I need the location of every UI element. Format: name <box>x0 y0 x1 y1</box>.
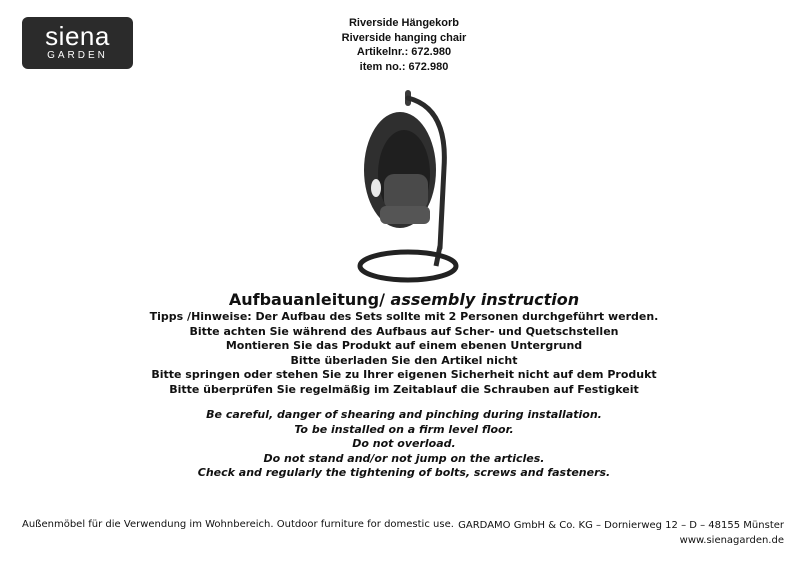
hanging-chair-image <box>348 88 468 288</box>
tip-line: Montieren Sie das Produkt auf einem ebenen Untergrund <box>225 339 583 352</box>
website-link[interactable]: www.sienagarden.de <box>679 535 784 546</box>
tip-line: Do not stand and/or not jump on the articles. <box>263 451 545 465</box>
company-address: GARDAMO GmbH & Co. KG – Dornierweg 12 – D – 48155 Münster <box>458 520 784 531</box>
logo-subtitle: GARDEN <box>47 50 108 61</box>
tips-english <box>0 408 808 481</box>
tip-line: Bitte überladen Sie den Artikel nicht <box>290 353 518 367</box>
product-header <box>300 16 508 74</box>
back-cushion <box>384 174 428 210</box>
header-line: Riverside Hängekorb <box>348 17 460 29</box>
title-german: Aufbauanleitung/ <box>228 290 385 309</box>
tip-line: Bitte achten Sie während des Aufbaus auf Scher- und Quetschstellen <box>189 324 619 338</box>
tip-line: Check and regularly the tightening of bolts, screws and fasteners. <box>197 466 611 479</box>
stand-base <box>360 252 456 280</box>
footer-company <box>458 518 784 548</box>
tip-line: To be installed on a firm level floor. <box>294 422 514 436</box>
seat-cushion <box>380 206 430 224</box>
logo-brand: siena <box>45 21 110 51</box>
tip-line: Bitte springen oder stehen Sie zu Ihrer eigenen Sicherheit nicht auf dem Produkt <box>151 368 657 381</box>
basket-side-hole <box>371 179 381 197</box>
header-line: item no.: 672.980 <box>359 60 449 73</box>
tip-line: Bitte überprüfen Sie regelmäßig im Zeitablauf die Schrauben auf Festigkeit <box>169 382 639 396</box>
header-line: Artikelnr.: 672.980 <box>356 46 452 58</box>
tip-line: Be careful, danger of shearing and pinching during installation. <box>206 408 602 421</box>
header-line: Riverside hanging chair <box>341 31 467 44</box>
page-title <box>0 290 808 310</box>
tips-german <box>0 310 808 397</box>
siena-garden-logo <box>22 17 133 69</box>
footer-usage-note: Außenmöbel für die Verwendung im Wohnbereich. Outdoor furniture for domestic use. <box>22 519 454 530</box>
tip-line: Tipps /Hinweise: Der Aufbau des Sets sollte mit 2 Personen durchgeführt werden. <box>149 310 659 323</box>
tip-line: Do not overload. <box>352 437 456 450</box>
title-english: assembly instruction <box>390 290 580 309</box>
